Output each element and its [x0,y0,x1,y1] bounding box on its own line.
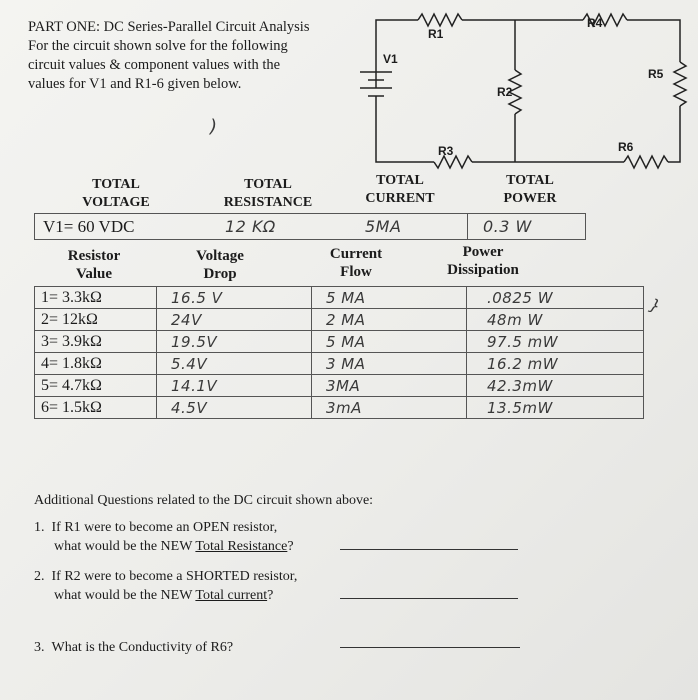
question-2-term: Total current [195,588,268,603]
label-r4: R4 [587,16,603,30]
table-row [35,397,644,419]
total-current-value: 5MA [365,217,402,236]
question-2-number: 2. [34,569,45,584]
intro-line-1: PART ONE: DC Series-Parallel Circuit Analysis [28,19,310,35]
table-row [35,309,644,331]
power-dissipation-cell: 16.2 mW [467,353,644,375]
stray-paren-mark: ) [210,116,218,137]
answer-3-blank[interactable] [340,647,520,648]
header-total-voltage: TOTAL VOLTAGE [82,177,150,210]
wire-bottom-left [376,96,434,162]
label-r3: R3 [438,144,454,158]
resistor-value-cell: 4= 1.8kΩ [35,353,157,375]
current-flow-cell: 3 MA [312,353,467,375]
question-2: 2. If R2 were to become a SHORTED resistor, what would be the NEW Total current? [34,569,298,603]
intro-line-3: circuit values & component values with the [28,57,281,73]
header-power-dissipation: Power Dissipation [447,244,519,278]
label-r2: R2 [497,85,513,99]
resistor-value-cell: 5= 4.7kΩ [35,375,157,397]
table-row [35,353,644,375]
question-1-number: 1. [34,520,45,535]
questions-heading: Additional Questions related to the DC circuit shown above: [34,493,374,508]
power-dissipation-cell: 97.5 mW [467,331,644,353]
power-dissipation-cell: 42.3mW [467,375,644,397]
header-total-current: TOTAL CURRENT [365,173,435,206]
intro-line-2: For the circuit shown solve for the following [28,38,288,54]
label-r1: R1 [428,27,444,41]
current-flow-cell: 2 MA [312,309,467,331]
table-row [35,331,644,353]
totals-divider [467,214,468,239]
header-resistor-value: Resistor Value [67,248,121,282]
question-1-term: Total Resistance [195,539,288,554]
total-power-value: 0.3 W [483,217,532,236]
totals-row [34,213,586,240]
answer-1-blank[interactable] [340,549,518,550]
voltage-drop-cell: 5.4V [157,353,312,375]
question-3-number: 3. [34,640,45,655]
current-flow-cell: 5 MA [312,331,467,353]
resistor-value-cell: 2= 12kΩ [35,309,157,331]
header-current-flow: Current Flow [329,246,383,280]
component-table [34,286,644,419]
resistor-value-cell: 1= 3.3kΩ [35,287,157,309]
voltage-drop-cell: 16.5 V [157,287,312,309]
r5-resistor [674,62,686,106]
resistor-value-cell: 3= 3.9kΩ [35,331,157,353]
power-dissipation-cell: .0825 W [467,287,644,309]
wire-top-right [627,20,680,62]
label-v1: V1 [383,52,398,66]
label-r5: R5 [648,67,664,81]
power-dissipation-cell: 48m W [467,309,644,331]
question-3 [34,638,233,657]
resistor-value-cell: 6= 1.5kΩ [35,397,157,419]
voltage-drop-cell: 14.1V [157,375,312,397]
table-row [35,287,644,309]
voltage-drop-cell: 19.5V [157,331,312,353]
current-flow-cell: 3MA [312,375,467,397]
voltage-drop-cell: 24V [157,309,312,331]
circuit-diagram [0,0,698,200]
current-flow-cell: 3mA [312,397,467,419]
wire-right-down [668,106,680,162]
r1-resistor [418,14,462,26]
stray-margin-mark: } [647,294,664,317]
question-1-line-1: If R1 were to become an OPEN resistor, [51,520,278,535]
voltage-drop-cell: 4.5V [157,397,312,419]
power-dissipation-cell: 13.5mW [467,397,644,419]
total-voltage-value: V1= 60 VDC [43,216,135,236]
label-r6: R6 [618,140,634,154]
question-2-line-1: If R2 were to become a SHORTED resistor, [51,569,298,584]
header-total-resistance: TOTAL RESISTANCE [223,177,313,210]
table-row [35,375,644,397]
header-voltage-drop: Voltage Drop [196,248,244,282]
header-total-power: TOTAL POWER [503,173,557,206]
question-3-text: What is the Conductivity of R6? [51,640,234,655]
question-1: 1. If R1 were to become an OPEN resistor, what would be the NEW Total Resistance? [34,520,294,554]
total-resistance-value: 12 KΩ [225,217,276,236]
r6-resistor [624,156,668,168]
current-flow-cell: 5 MA [312,287,467,309]
answer-2-blank[interactable] [340,598,518,599]
intro-line-4: values for V1 and R1-6 given below. [28,76,242,92]
